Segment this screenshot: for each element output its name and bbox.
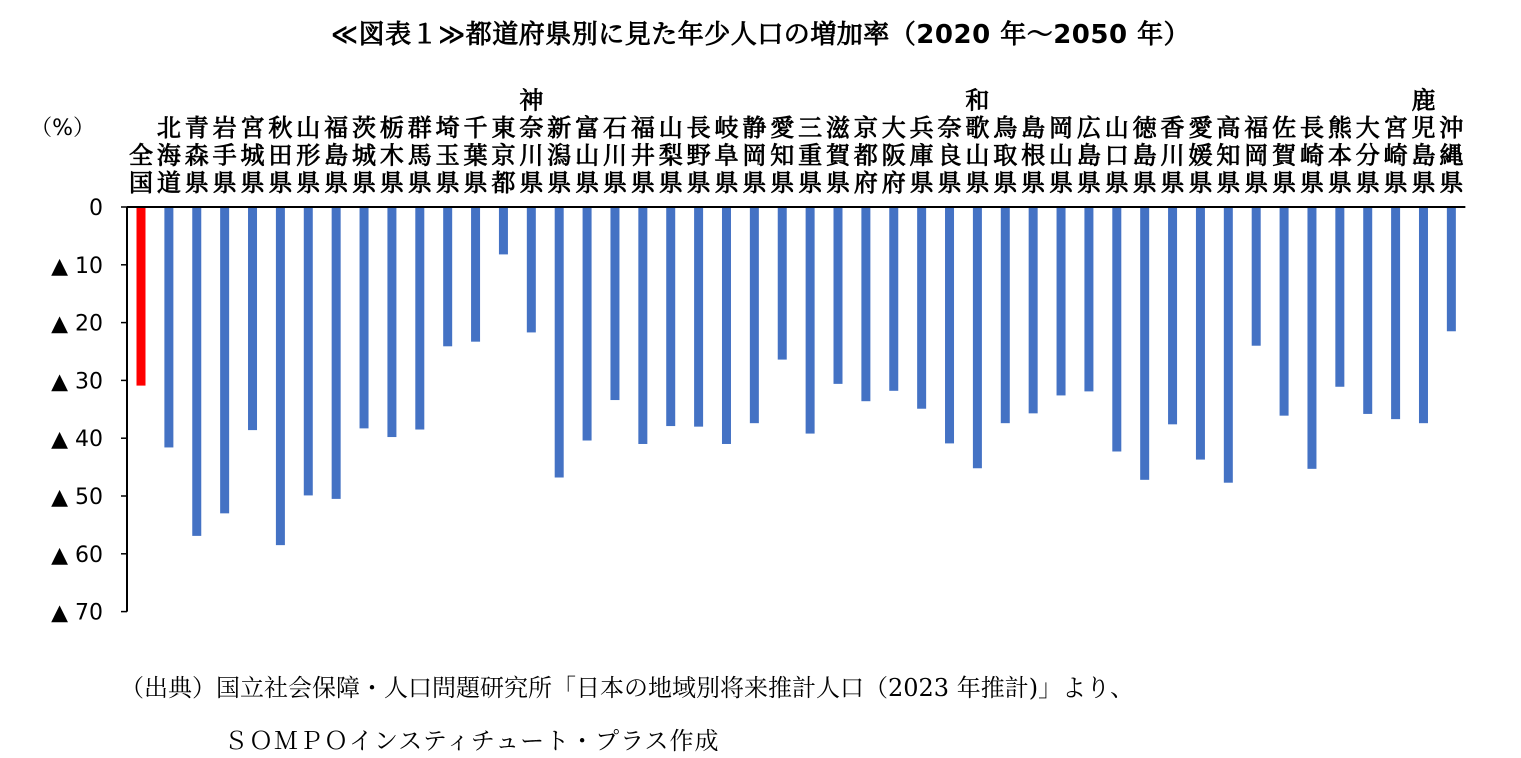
x-tick-label: 長崎県 [1299, 114, 1324, 197]
bar [583, 208, 592, 441]
bar [750, 208, 759, 423]
x-tick-label: 岩手県 [212, 114, 237, 197]
bar [861, 208, 870, 401]
y-tick-label: ▲ 10 [51, 253, 103, 279]
bar [1168, 208, 1177, 424]
bar [443, 208, 452, 346]
x-tick-label: 埼玉県 [435, 114, 460, 197]
source-note: （出典）国立社会保障・人口問題研究所「日本の地域別将来推計人口（2023 年推計)」より、 [120, 674, 1135, 702]
bar [332, 208, 341, 499]
bar [387, 208, 396, 437]
x-tick-label: 大分県 [1355, 114, 1380, 197]
x-tick-label: 岡山県 [1049, 114, 1074, 197]
x-tick-label: 佐賀県 [1272, 114, 1297, 197]
x-tick-label: 山梨県 [658, 114, 683, 197]
bar [1307, 208, 1316, 469]
x-tick-label: 鳥取県 [993, 114, 1018, 197]
x-tick-label: 大阪府 [881, 114, 906, 197]
y-tick-label: ▲ 60 [51, 542, 103, 568]
bar [276, 208, 285, 545]
bar [917, 208, 926, 409]
bar [1335, 208, 1344, 387]
source-note-credit: ＳＯＭＰＯインスティチュート・プラス作成 [224, 727, 720, 755]
x-tick-label: 栃木県 [379, 114, 404, 197]
bar [889, 208, 898, 391]
y-tick-label: ▲ 30 [51, 369, 103, 395]
bar [973, 208, 982, 468]
bar [1363, 208, 1372, 414]
x-tick-label: 熊本県 [1327, 114, 1352, 197]
x-tick-label: 奈良県 [937, 114, 962, 197]
y-axis-label: （%） [30, 116, 95, 141]
y-tick-label: ▲ 20 [51, 311, 103, 337]
x-tick-label: 北海道 [156, 114, 181, 197]
x-tick-label: 山口県 [1104, 114, 1129, 197]
bar [666, 208, 675, 426]
bar [1252, 208, 1261, 346]
chart-title: ≪図表１≫都道府県別に見た年少人口の増加率（2020 年～2050 年） [330, 20, 1191, 50]
bar [694, 208, 703, 427]
x-tick-label: 香川県 [1160, 114, 1185, 197]
bar [137, 208, 146, 386]
x-tick-label: 岐阜県 [714, 114, 739, 197]
x-tick-label: 東京都 [491, 114, 516, 197]
x-tick-label: 群馬県 [407, 114, 432, 197]
bar [1280, 208, 1289, 416]
bar [527, 208, 536, 332]
bar [164, 208, 173, 447]
bar [945, 208, 954, 443]
x-tick-label: 滋賀県 [826, 114, 850, 197]
bar [1224, 208, 1233, 483]
x-tick-label: 島根県 [1021, 114, 1046, 197]
x-tick-label: 静岡県 [742, 114, 767, 197]
bar [304, 208, 313, 495]
x-tick-label: 宮崎県 [1383, 114, 1408, 197]
x-tick-label: 神奈川県 [519, 86, 544, 197]
bar [834, 208, 843, 384]
bar [1391, 208, 1400, 419]
x-tick-label: 茨城県 [352, 114, 377, 197]
bar [192, 208, 201, 536]
bar [360, 208, 369, 428]
x-tick-label: 福井県 [630, 114, 655, 197]
bar [806, 208, 815, 434]
x-tick-label: 広島県 [1076, 114, 1101, 197]
x-tick-label: 富山県 [575, 114, 600, 197]
x-tick-label: 石川県 [602, 114, 627, 197]
x-tick-label: 沖縄県 [1439, 114, 1464, 197]
x-tick-label: 高知県 [1216, 114, 1241, 197]
x-tick-label: 和歌山県 [965, 86, 990, 197]
bar [248, 208, 257, 430]
x-tick-label: 三重県 [798, 114, 823, 197]
bar [555, 208, 564, 478]
bar [471, 208, 480, 342]
x-tick-label: 長野県 [686, 114, 711, 197]
bar [1419, 208, 1428, 423]
bar [778, 208, 787, 360]
x-tick-label: 全国 [129, 141, 153, 197]
bar [722, 208, 731, 444]
x-tick-label: 愛媛県 [1188, 114, 1213, 197]
x-tick-label: 鹿児島県 [1411, 86, 1436, 197]
x-tick-label: 福岡県 [1244, 114, 1269, 197]
x-tick-label: 福島県 [324, 114, 349, 197]
bar [220, 208, 229, 513]
y-tick-label: ▲ 50 [51, 485, 103, 510]
bar [499, 208, 508, 254]
y-tick-label: ▲ 70 [51, 600, 103, 626]
bar [1196, 208, 1205, 460]
x-tick-label: 愛知県 [770, 114, 795, 197]
bar [1084, 208, 1093, 391]
x-tick-label: 兵庫県 [909, 114, 934, 197]
y-tick-label: ▲ 40 [51, 427, 103, 453]
bar [638, 208, 647, 444]
x-tick-label: 京都府 [853, 114, 878, 197]
x-tick-label: 徳島県 [1132, 114, 1157, 197]
bar [1057, 208, 1066, 395]
x-tick-label: 新潟県 [547, 114, 572, 197]
bar [1029, 208, 1038, 413]
x-tick-label: 秋田県 [268, 114, 293, 197]
bar [1112, 208, 1121, 451]
bar [610, 208, 619, 400]
x-tick-label: 山形県 [296, 114, 321, 197]
bar [415, 208, 424, 430]
x-tick-label: 千葉県 [463, 114, 488, 197]
x-tick-label: 青森県 [184, 114, 209, 197]
x-tick-label: 宮城県 [240, 114, 265, 197]
bar [1001, 208, 1010, 423]
bar [1447, 208, 1456, 331]
y-tick-label: 0 [89, 196, 103, 221]
bar [1140, 208, 1149, 480]
